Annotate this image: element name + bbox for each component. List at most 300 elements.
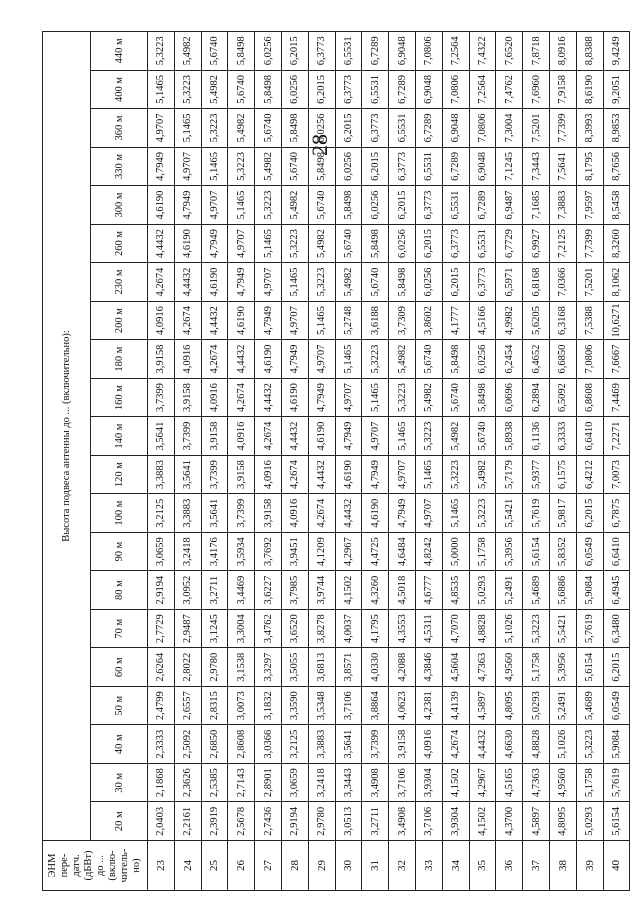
table-row <box>281 32 308 891</box>
table-cell: 4,7949 <box>389 494 416 533</box>
table-cell: 6,1136 <box>523 417 550 456</box>
table-cell: 5,3223 <box>576 725 603 764</box>
row-label: 35 <box>469 841 496 891</box>
table-cell: 2,7729 <box>148 609 175 648</box>
table-cell: 8,1062 <box>603 263 630 302</box>
table-cell: 4,2674 <box>442 725 469 764</box>
table-cell: 2,6557 <box>174 686 201 725</box>
table-cell: 4,2674 <box>174 301 201 340</box>
table-cell: 5,6154 <box>603 802 630 841</box>
table-cell: 4,7949 <box>255 301 282 340</box>
table-cell: 4,9707 <box>415 494 442 533</box>
table-cell: 6,5531 <box>415 147 442 186</box>
table-cell: 4,4725 <box>362 532 389 571</box>
table-cell: 5,6205 <box>523 301 550 340</box>
table-cell: 5,6886 <box>549 571 576 610</box>
table-cell: 5,4982 <box>255 147 282 186</box>
table-cell: 4,6777 <box>415 571 442 610</box>
table-cell: 4,9707 <box>148 109 175 148</box>
table-cell: 6,3773 <box>362 109 389 148</box>
table-cell: 4,5018 <box>389 571 416 610</box>
table-cell: 2,5092 <box>174 725 201 764</box>
table-cell: 5,2491 <box>549 686 576 725</box>
table-cell: 4,9560 <box>496 648 523 687</box>
table-cell: 7,0366 <box>549 263 576 302</box>
column-header: 120 м <box>91 455 148 494</box>
column-header-row <box>91 32 148 891</box>
table-cell: 2,5385 <box>201 763 228 802</box>
table-cell: 3,7399 <box>362 725 389 764</box>
group-header: Высота подвеса антенны до ... (включительно): <box>43 32 91 841</box>
table-cell: 4,2674 <box>148 263 175 302</box>
table-cell: 5,7619 <box>576 609 603 648</box>
table-cell: 6,5531 <box>362 70 389 109</box>
table-cell: 3,7309 <box>389 301 416 340</box>
column-header: 260 м <box>91 224 148 263</box>
column-header: 300 м <box>91 186 148 225</box>
table-row <box>576 32 603 891</box>
table-cell: 5,3223 <box>174 70 201 109</box>
table-cell: 6,7289 <box>469 186 496 225</box>
table-cell: 2,3333 <box>148 725 175 764</box>
table-cell: 5,6154 <box>576 648 603 687</box>
table-cell: 5,4689 <box>523 571 550 610</box>
table-row <box>308 32 335 891</box>
table-cell: 3,3297 <box>255 648 282 687</box>
table-cell: 3,3443 <box>335 763 362 802</box>
column-header: 60 м <box>91 648 148 687</box>
table-cell: 7,9158 <box>549 70 576 109</box>
table-cell: 5,3223 <box>281 224 308 263</box>
table-cell: 4,7949 <box>308 378 335 417</box>
column-header: 40 м <box>91 725 148 764</box>
table-cell: 3,3004 <box>228 609 255 648</box>
table-cell: 6,2015 <box>389 186 416 225</box>
table-cell: 8,3260 <box>603 224 630 263</box>
table-cell: 3,9158 <box>389 725 416 764</box>
table-row <box>603 32 630 891</box>
table-cell: 3,2711 <box>362 802 389 841</box>
table-cell: 4,5311 <box>415 609 442 648</box>
table-cell: 4,7949 <box>281 340 308 379</box>
table-cell: 4,1777 <box>442 301 469 340</box>
column-header: 20 м <box>91 802 148 841</box>
table-cell: 3,7399 <box>148 378 175 417</box>
table-cell: 8,9853 <box>603 109 630 148</box>
column-header: 440 м <box>91 32 148 71</box>
table-cell: 3,9451 <box>281 532 308 571</box>
table-cell: 3,4762 <box>255 609 282 648</box>
data-table <box>42 31 630 891</box>
table-cell: 6,2894 <box>523 378 550 417</box>
table-cell: 4,0623 <box>389 686 416 725</box>
table-cell: 4,2088 <box>389 648 416 687</box>
table-row <box>148 32 175 891</box>
table-cell: 4,6190 <box>228 301 255 340</box>
table-cell: 5,6740 <box>415 340 442 379</box>
table-cell: 6,5531 <box>469 224 496 263</box>
table-cell: 5,3223 <box>255 186 282 225</box>
table-cell: 6,2015 <box>576 494 603 533</box>
table-cell: 3,3590 <box>281 686 308 725</box>
table-cell: 3,9158 <box>255 494 282 533</box>
row-label: 31 <box>362 841 389 891</box>
table-cell: 6,7289 <box>415 109 442 148</box>
table-cell: 5,4982 <box>335 263 362 302</box>
table-cell: 6,2454 <box>496 340 523 379</box>
column-header: 160 м <box>91 378 148 417</box>
table-cell: 5,4982 <box>201 70 228 109</box>
table-cell: 5,3223 <box>415 417 442 456</box>
table-cell: 5,1465 <box>281 263 308 302</box>
table-cell: 6,4945 <box>603 571 630 610</box>
table-cell: 6,9048 <box>469 147 496 186</box>
table-cell: 4,6190 <box>201 263 228 302</box>
table-cell: 4,0916 <box>201 378 228 417</box>
table-cell: 6,6410 <box>576 417 603 456</box>
table-cell: 3,8278 <box>308 609 335 648</box>
table-cell: 5,1465 <box>308 301 335 340</box>
table-cell: 4,2674 <box>255 417 282 456</box>
table-cell: 4,9707 <box>308 340 335 379</box>
table-cell: 5,0000 <box>442 532 469 571</box>
table-cell: 4,7949 <box>174 186 201 225</box>
table-cell: 4,4432 <box>148 224 175 263</box>
table-cell: 4,8095 <box>549 802 576 841</box>
table-cell: 4,0916 <box>255 455 282 494</box>
rotated-table-container <box>42 31 623 891</box>
table-cell: 3,5348 <box>308 686 335 725</box>
column-header: 90 м <box>91 532 148 571</box>
table-cell: 6,4652 <box>523 340 550 379</box>
table-cell: 4,8095 <box>496 686 523 725</box>
column-header: 230 м <box>91 263 148 302</box>
table-cell: 4,0330 <box>362 648 389 687</box>
table-cell: 5,3223 <box>523 609 550 648</box>
table-cell: 3,6188 <box>362 301 389 340</box>
table-body <box>148 32 630 891</box>
table-cell: 5,4982 <box>174 32 201 71</box>
table-cell: 3,5641 <box>335 725 362 764</box>
table-cell: 5,3223 <box>201 109 228 148</box>
table-row <box>496 32 523 891</box>
table-cell: 6,5092 <box>549 378 576 417</box>
corner-header: ЭНМ пере- датч. (дБВт) до ... (вклю- читель- но) <box>43 841 148 891</box>
table-cell: 5,8498 <box>308 147 335 186</box>
row-label: 36 <box>496 841 523 891</box>
table-cell: 4,9707 <box>389 455 416 494</box>
table-cell: 3,6813 <box>308 648 335 687</box>
table-cell: 4,4432 <box>281 417 308 456</box>
table-cell: 4,5166 <box>469 301 496 340</box>
table-cell: 6,2015 <box>415 224 442 263</box>
table-cell: 7,0806 <box>415 32 442 71</box>
table-cell: 6,9048 <box>389 32 416 71</box>
table-cell: 3,5641 <box>201 494 228 533</box>
table-cell: 7,3004 <box>496 109 523 148</box>
row-label: 32 <box>389 841 416 891</box>
table-cell: 3,6520 <box>281 609 308 648</box>
table-cell: 3,9158 <box>174 378 201 417</box>
row-label: 30 <box>335 841 362 891</box>
table-cell: 4,9707 <box>335 378 362 417</box>
table-cell: 5,3223 <box>469 494 496 533</box>
table-cell: 2,1868 <box>148 763 175 802</box>
table-cell: 7,6960 <box>523 70 550 109</box>
table-row <box>228 32 255 891</box>
table-cell: 7,4322 <box>469 32 496 71</box>
column-header: 200 м <box>91 301 148 340</box>
table-cell: 3,0659 <box>148 532 175 571</box>
table-cell: 4,7070 <box>442 609 469 648</box>
table-cell: 4,5604 <box>442 648 469 687</box>
table-cell: 3,7106 <box>335 686 362 725</box>
table-cell: 7,0806 <box>576 340 603 379</box>
table-cell: 4,7949 <box>335 417 362 456</box>
table-cell: 3,9304 <box>442 802 469 841</box>
table-cell: 4,7949 <box>228 263 255 302</box>
table-cell: 3,7692 <box>255 532 282 571</box>
table-cell: 6,0696 <box>496 378 523 417</box>
table-cell: 5,9377 <box>523 455 550 494</box>
table-cell: 6,0256 <box>362 186 389 225</box>
table-cell: 7,5388 <box>576 301 603 340</box>
table-cell: 5,0293 <box>576 802 603 841</box>
table-cell: 5,1758 <box>576 763 603 802</box>
table-cell: 9,2051 <box>603 70 630 109</box>
page-number: 28 <box>307 134 332 156</box>
table-cell: 5,1758 <box>469 532 496 571</box>
table-cell: 4,3700 <box>496 802 523 841</box>
table-cell: 5,1465 <box>415 455 442 494</box>
table-cell: 8,0916 <box>549 32 576 71</box>
table-cell: 4,3553 <box>389 609 416 648</box>
table-cell: 3,0513 <box>335 802 362 841</box>
table-cell: 6,5971 <box>496 263 523 302</box>
table-cell: 5,6740 <box>228 70 255 109</box>
table-cell: 3,1832 <box>255 686 282 725</box>
table-cell: 4,1209 <box>308 532 335 571</box>
table-cell: 3,5934 <box>228 532 255 571</box>
row-label: 23 <box>148 841 175 891</box>
table-cell: 5,2748 <box>335 301 362 340</box>
table-cell: 5,8498 <box>335 186 362 225</box>
table-cell: 5,4982 <box>281 186 308 225</box>
table-cell: 6,2015 <box>603 648 630 687</box>
table-cell: 5,1465 <box>362 378 389 417</box>
table-cell: 5,0293 <box>469 571 496 610</box>
table-cell: 4,7363 <box>523 763 550 802</box>
table-cell: 4,4139 <box>442 686 469 725</box>
table-cell: 4,4432 <box>308 455 335 494</box>
table-cell: 6,2015 <box>281 32 308 71</box>
table-cell: 7,2564 <box>442 32 469 71</box>
table-cell: 5,2491 <box>496 571 523 610</box>
table-cell: 2,8608 <box>228 725 255 764</box>
table-cell: 3,9304 <box>415 763 442 802</box>
table-cell: 5,6740 <box>201 32 228 71</box>
table-cell: 3,7106 <box>389 763 416 802</box>
table-cell: 6,0256 <box>281 70 308 109</box>
table-cell: 3,9744 <box>308 571 335 610</box>
table-cell: 3,3883 <box>174 494 201 533</box>
table-cell: 6,2015 <box>362 147 389 186</box>
table-cell: 4,2967 <box>335 532 362 571</box>
table-cell: 6,5531 <box>389 109 416 148</box>
table-cell: 3,6227 <box>255 571 282 610</box>
column-header: 50 м <box>91 686 148 725</box>
table-cell: 5,5421 <box>549 609 576 648</box>
table-cell: 3,4469 <box>228 571 255 610</box>
table-cell: 2,8022 <box>174 648 201 687</box>
table-cell: 5,6740 <box>442 378 469 417</box>
table-row <box>389 32 416 891</box>
table-cell: 2,6850 <box>201 725 228 764</box>
table-cell: 5,3223 <box>362 340 389 379</box>
table-cell: 7,4469 <box>603 378 630 417</box>
table-cell: 2,4799 <box>148 686 175 725</box>
table-cell: 3,1245 <box>201 609 228 648</box>
table-cell: 2,3626 <box>174 763 201 802</box>
table-cell: 6,9048 <box>442 109 469 148</box>
table-cell: 6,5531 <box>442 186 469 225</box>
row-label: 33 <box>415 841 442 891</box>
table-cell: 5,4982 <box>469 455 496 494</box>
row-label: 25 <box>201 841 228 891</box>
table-cell: 2,5678 <box>228 802 255 841</box>
table-cell: 4,9707 <box>174 147 201 186</box>
table-cell: 4,9707 <box>228 224 255 263</box>
row-label: 40 <box>603 841 630 891</box>
table-cell: 6,7289 <box>442 147 469 186</box>
table-cell: 5,1026 <box>549 725 576 764</box>
table-cell: 5,4982 <box>308 224 335 263</box>
table-cell: 3,3883 <box>308 725 335 764</box>
table-cell: 4,1795 <box>362 609 389 648</box>
table-cell: 5,1465 <box>335 340 362 379</box>
table-cell: 5,8352 <box>549 532 576 571</box>
table-cell: 4,6190 <box>335 455 362 494</box>
table-cell: 4,7949 <box>148 147 175 186</box>
table-cell: 4,9707 <box>362 417 389 456</box>
table-cell: 8,1795 <box>576 147 603 186</box>
table-cell: 4,6190 <box>255 340 282 379</box>
table-row <box>523 32 550 891</box>
table-cell: 7,6520 <box>496 32 523 71</box>
table-cell: 5,1026 <box>496 609 523 648</box>
table-cell: 4,3846 <box>415 648 442 687</box>
table-cell: 6,0256 <box>335 147 362 186</box>
table-cell: 9,4249 <box>603 32 630 71</box>
table-cell: 4,1502 <box>335 571 362 610</box>
table-cell: 3,7399 <box>201 455 228 494</box>
column-header: 80 м <box>91 571 148 610</box>
table-cell: 10,6271 <box>603 301 630 340</box>
row-label: 24 <box>174 841 201 891</box>
table-cell: 6,2015 <box>335 109 362 148</box>
column-header: 30 м <box>91 763 148 802</box>
table-cell: 2,9780 <box>308 802 335 841</box>
column-header: 70 м <box>91 609 148 648</box>
table-cell: 4,8828 <box>523 725 550 764</box>
table-cell: 7,2125 <box>549 224 576 263</box>
table-cell: 6,1575 <box>549 455 576 494</box>
table-cell: 7,1245 <box>496 147 523 186</box>
table-cell: 7,6667 <box>603 340 630 379</box>
table-cell: 3,9158 <box>148 340 175 379</box>
table-cell: 3,2418 <box>174 532 201 571</box>
table-cell: 5,6154 <box>523 532 550 571</box>
table-cell: 4,9982 <box>496 301 523 340</box>
table-cell: 2,8901 <box>255 763 282 802</box>
table-cell: 3,9158 <box>228 455 255 494</box>
table-cell: 3,0952 <box>174 571 201 610</box>
table-cell: 2,6264 <box>148 648 175 687</box>
table-cell: 4,0916 <box>174 340 201 379</box>
table-cell: 3,7399 <box>174 417 201 456</box>
table-cell: 3,8864 <box>362 686 389 725</box>
row-label: 39 <box>576 841 603 891</box>
table-cell: 5,4982 <box>389 340 416 379</box>
table-cell: 4,4432 <box>201 301 228 340</box>
table-cell: 5,1465 <box>174 109 201 148</box>
table-cell: 4,9707 <box>255 263 282 302</box>
table-cell: 4,5897 <box>523 802 550 841</box>
table-cell: 2,9194 <box>148 571 175 610</box>
table-cell: 6,7289 <box>362 32 389 71</box>
table-cell: 4,6484 <box>389 532 416 571</box>
table-cell: 5,8938 <box>496 417 523 456</box>
table-row <box>549 32 576 891</box>
table-cell: 4,7363 <box>469 648 496 687</box>
table-cell: 6,7729 <box>496 224 523 263</box>
table-cell: 6,6850 <box>549 340 576 379</box>
table-cell: 6,3773 <box>308 32 335 71</box>
table-cell: 4,2674 <box>308 494 335 533</box>
table-cell: 3,5641 <box>148 417 175 456</box>
table-cell: 5,8498 <box>442 340 469 379</box>
table-cell: 4,2381 <box>415 686 442 725</box>
table-cell: 5,9084 <box>576 571 603 610</box>
table-cell: 7,0806 <box>442 70 469 109</box>
table-cell: 4,6190 <box>148 186 175 225</box>
table-cell: 7,9597 <box>576 186 603 225</box>
table-cell: 4,9707 <box>281 301 308 340</box>
table-cell: 6,6410 <box>603 532 630 571</box>
row-label: 27 <box>255 841 282 891</box>
table-cell: 4,0916 <box>281 494 308 533</box>
table-cell: 7,4762 <box>496 70 523 109</box>
table-cell: 6,0256 <box>469 340 496 379</box>
table-cell: 4,2967 <box>469 763 496 802</box>
table-cell: 6,4212 <box>576 455 603 494</box>
table-cell: 6,0256 <box>308 109 335 148</box>
table-cell: 5,8498 <box>228 32 255 71</box>
table-cell: 6,0256 <box>389 224 416 263</box>
table-cell: 4,0916 <box>228 417 255 456</box>
column-header: 180 м <box>91 340 148 379</box>
table-cell: 2,0403 <box>148 802 175 841</box>
table-cell: 7,7399 <box>576 224 603 263</box>
table-cell: 4,5897 <box>469 686 496 725</box>
table-cell: 3,4908 <box>362 763 389 802</box>
column-header: 360 м <box>91 109 148 148</box>
table-cell: 6,7289 <box>389 70 416 109</box>
table-cell: 5,1465 <box>389 417 416 456</box>
table-cell: 5,1465 <box>201 147 228 186</box>
table-cell: 5,1465 <box>255 224 282 263</box>
table-cell: 6,3773 <box>469 263 496 302</box>
